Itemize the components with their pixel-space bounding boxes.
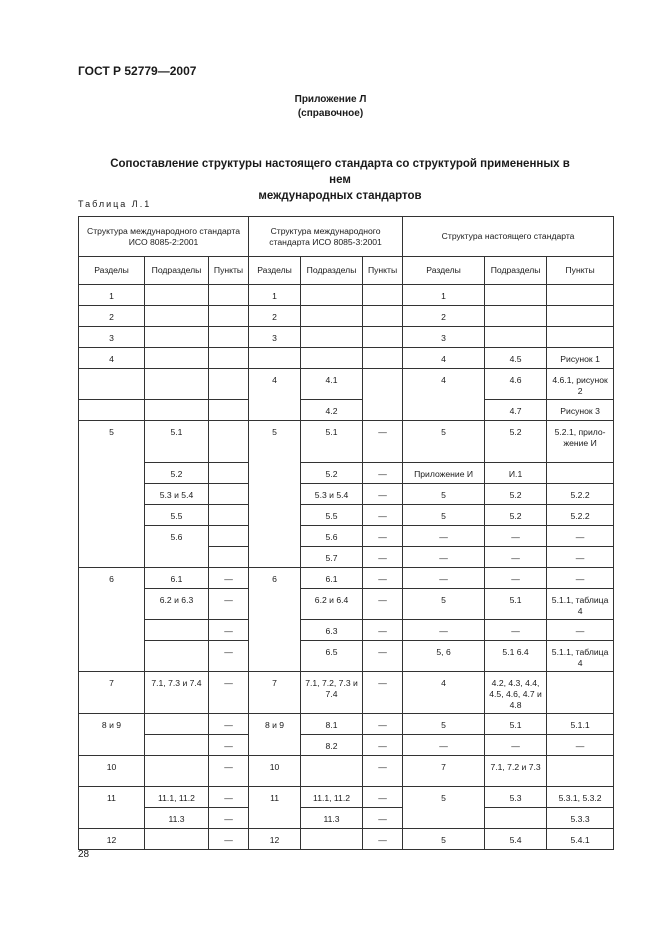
table-cell: 4.2 [301,400,363,421]
table-cell: — [363,526,403,547]
table-cell: — [485,568,547,589]
table-cell [547,463,614,484]
table-cell: 5 [403,484,485,505]
table-cell: — [403,547,485,568]
table-row [79,756,614,787]
table-cell: Приложение И [403,463,485,484]
table-row [79,285,614,306]
table-cell: — [485,620,547,641]
table-cell [209,369,249,400]
table-cell: — [485,735,547,756]
column-header: Разделы [79,257,145,285]
table-row [79,787,614,808]
table-row [79,568,614,589]
table-cell: 5.2 [485,421,547,463]
table-cell: 3 [249,327,301,348]
table-cell: — [363,620,403,641]
table-cell: 1 [249,285,301,306]
table-cell: 4 [403,672,485,714]
table-cell: 11 [79,787,145,829]
table-cell: 8 и 9 [249,714,301,756]
table-cell: 11.1, 11.2 [145,787,209,808]
table-cell: 5.5 [301,505,363,526]
table-cell: — [209,735,249,756]
table-cell: 10 [249,756,301,787]
table-cell: — [363,672,403,714]
table-cell [301,756,363,787]
table-cell: 5.1.1, таблица 4 [547,589,614,620]
table-cell [145,369,209,400]
table-cell: — [209,714,249,735]
page-number: 28 [78,849,90,860]
table-row [79,348,614,369]
table-row [79,641,614,672]
table-cell [145,327,209,348]
table-row [79,808,614,829]
table-cell [363,348,403,369]
table-cell: 4.6.1, рисунок 2 [547,369,614,400]
table-cell: — [209,787,249,808]
table-cell: 7.1, 7.2, 7.3 и 7.4 [301,672,363,714]
table-row [79,505,614,526]
table-cell: 12 [249,829,301,850]
table-cell: 5 [249,421,301,568]
table-cell [547,756,614,787]
table-cell: 5.2.2 [547,484,614,505]
table-cell [301,327,363,348]
table-group-header-row [79,217,614,257]
table-cell [485,327,547,348]
table-cell: — [547,526,614,547]
column-header: Пункты [547,257,614,285]
table-cell: — [363,463,403,484]
table-cell [145,735,209,756]
table-row [79,463,614,484]
table-cell: 5 [403,829,485,850]
table-cell [145,756,209,787]
table-cell [145,714,209,735]
standard-code: ГОСТ Р 52779—2007 [78,64,197,78]
table-cell [209,348,249,369]
table-cell [145,620,209,641]
table-row [79,526,614,547]
table-cell: 6.1 [145,568,209,589]
table-cell: — [209,672,249,714]
table-cell: 6 [249,568,301,672]
table-cell: 6.2 и 6.4 [301,589,363,620]
table-cell [547,327,614,348]
table-cell [363,369,403,421]
table-cell [363,285,403,306]
table-cell: 5.1 [301,421,363,463]
table-cell: 5.3.1, 5.3.2 [547,787,614,808]
table-cell: 5 [403,714,485,735]
table-row [79,714,614,735]
table-cell: 5.4 [485,829,547,850]
column-header: Пункты [209,257,249,285]
table-cell: 4 [403,369,485,421]
table-cell [209,285,249,306]
table-cell: 6.5 [301,641,363,672]
column-header: Пункты [363,257,403,285]
table-cell: — [363,547,403,568]
table-cell: 5.2 [485,505,547,526]
table-cell: — [363,714,403,735]
table-cell: — [363,641,403,672]
table-row [79,400,614,421]
table-caption: Таблица Л.1 [78,199,152,209]
table-cell [209,484,249,505]
table-cell: 6 [79,568,145,672]
document-title [100,156,580,204]
table-cell: 8.1 [301,714,363,735]
table-cell [145,829,209,850]
table-cell [547,285,614,306]
table-cell: — [209,641,249,672]
table-cell: — [209,756,249,787]
table-cell: 5.4.1 [547,829,614,850]
table-cell: — [209,620,249,641]
table-cell: — [209,808,249,829]
table-cell: 8 и 9 [79,714,145,756]
document-title-line: международных стандартов [258,190,422,202]
table-cell [145,306,209,327]
table-cell: 5.1 6.4 [485,641,547,672]
table-cell: 5.2 [145,463,209,484]
table-row [79,620,614,641]
table-cell: 12 [79,829,145,850]
table-cell: 5.1 [485,714,547,735]
table-cell: — [363,484,403,505]
table-cell: — [363,808,403,829]
table-cell: 5.6 [301,526,363,547]
table-row [79,306,614,327]
table-row [79,829,614,850]
table-cell: 3 [403,327,485,348]
group-header-this-standard: Структура настоящего стандарта [403,217,614,257]
table-cell: — [363,421,403,463]
table-cell: 7 [403,756,485,787]
table-row [79,735,614,756]
table-cell: — [547,620,614,641]
table-cell: 5 [403,787,485,829]
table-cell [79,400,145,421]
table-cell: 5.2 [485,484,547,505]
table-cell: 11.3 [301,808,363,829]
table-cell: 7 [79,672,145,714]
table-cell: 3 [79,327,145,348]
table-cell: 5.1.1 [547,714,614,735]
table-cell [485,808,547,829]
table-cell: 5 [79,421,145,568]
table-cell [209,421,249,463]
table-cell [301,829,363,850]
table-cell: — [547,735,614,756]
table-cell [547,306,614,327]
column-header: Подразделы [301,257,363,285]
table-cell: 5.1.1, таблица 4 [547,641,614,672]
document-title-line: Сопоставление структуры настоящего стандарта со структурой примененных в нем [110,158,570,186]
column-header: Подразделы [145,257,209,285]
table-row [79,421,614,463]
table-row [79,589,614,620]
table-cell [301,306,363,327]
table-cell: 11.3 [145,808,209,829]
table-cell [209,547,249,568]
table-cell: — [403,568,485,589]
table-cell [145,400,209,421]
table-cell [301,348,363,369]
table-cell: 4.6 [485,369,547,400]
table-cell: — [363,568,403,589]
table-cell: 4 [79,348,145,369]
table-cell: 5.6 [145,526,209,568]
table-cell: 1 [403,285,485,306]
table-cell: 4.7 [485,400,547,421]
table-cell: 2 [79,306,145,327]
table-cell: 7 [249,672,301,714]
table-cell [485,306,547,327]
group-header-iso-8085-3: Структура международного стандарта ИСО 8085-3:2001 [249,217,403,257]
table-cell [547,672,614,714]
table-cell [209,306,249,327]
table-cell [209,505,249,526]
table-cell: 5.3 и 5.4 [301,484,363,505]
table-cell [145,285,209,306]
table-row [79,672,614,714]
table-cell: 8.2 [301,735,363,756]
table-cell: — [547,547,614,568]
annex-title: Приложение Л [294,94,367,105]
table-cell: 5.2.1, прило-жение И [547,421,614,463]
table-cell: 5.7 [301,547,363,568]
table-cell: — [403,620,485,641]
table-cell: 2 [403,306,485,327]
table-cell [363,327,403,348]
table-cell: 4 [249,369,301,421]
table-cell [209,526,249,547]
table-cell: 5 [403,589,485,620]
table-cell [209,463,249,484]
column-header: Разделы [403,257,485,285]
table-cell: 4.1 [301,369,363,400]
table-cell: — [363,589,403,620]
table-cell: Рисунок 3 [547,400,614,421]
table-row [79,327,614,348]
table-cell: 5.3 и 5.4 [145,484,209,505]
table-cell: — [363,735,403,756]
table-cell: 7.1, 7.2 и 7.3 [485,756,547,787]
column-header: Подразделы [485,257,547,285]
table-cell: 5.2.2 [547,505,614,526]
table-cell [145,641,209,672]
table-cell: — [209,568,249,589]
table-cell: — [209,829,249,850]
table-cell: Рисунок 1 [547,348,614,369]
table-cell: — [403,526,485,547]
table-cell: — [547,568,614,589]
table-cell [301,285,363,306]
table-cell: 5.2 [301,463,363,484]
table-cell: — [363,756,403,787]
annex-type: (справочное) [297,108,364,119]
table-cell: 5 [403,421,485,463]
column-header: Разделы [249,257,301,285]
table-column-header-row [79,257,614,285]
table-cell: 5.3 [485,787,547,808]
table-cell: — [363,829,403,850]
table-cell [209,327,249,348]
table-cell: 5.1 [485,589,547,620]
table-cell: 2 [249,306,301,327]
table-cell: 6.3 [301,620,363,641]
table-cell: 7.1, 7.3 и 7.4 [145,672,209,714]
table-cell: 4.2, 4.3, 4.4, 4.5, 4.6, 4.7 и 4.8 [485,672,547,714]
table-cell: — [403,735,485,756]
table-cell: 6.1 [301,568,363,589]
table-cell: 10 [79,756,145,787]
table-cell: 5.3.3 [547,808,614,829]
table-cell: — [485,526,547,547]
group-header-iso-8085-2: Структура международного стандарта ИСО 8085-2:2001 [79,217,249,257]
table-cell: 4.5 [485,348,547,369]
table-cell: 5 [403,505,485,526]
table-cell: 11.1, 11.2 [301,787,363,808]
table-cell: — [485,547,547,568]
table-row [79,369,614,400]
table-row [79,484,614,505]
table-cell: 5, 6 [403,641,485,672]
table-cell: 6.2 и 6.3 [145,589,209,620]
table-cell: — [209,589,249,620]
table-cell [363,306,403,327]
table-cell [249,348,301,369]
table-cell: — [363,505,403,526]
table-cell: 1 [79,285,145,306]
table-cell [79,369,145,400]
table-cell [485,285,547,306]
table-cell: 5.5 [145,505,209,526]
table-cell: 4 [403,348,485,369]
table-cell: — [363,787,403,808]
table-cell: И.1 [485,463,547,484]
table-cell [209,400,249,421]
table-cell: 11 [249,787,301,829]
table-cell [145,348,209,369]
structure-comparison-table [78,216,614,850]
table-cell: 5.1 [145,421,209,463]
